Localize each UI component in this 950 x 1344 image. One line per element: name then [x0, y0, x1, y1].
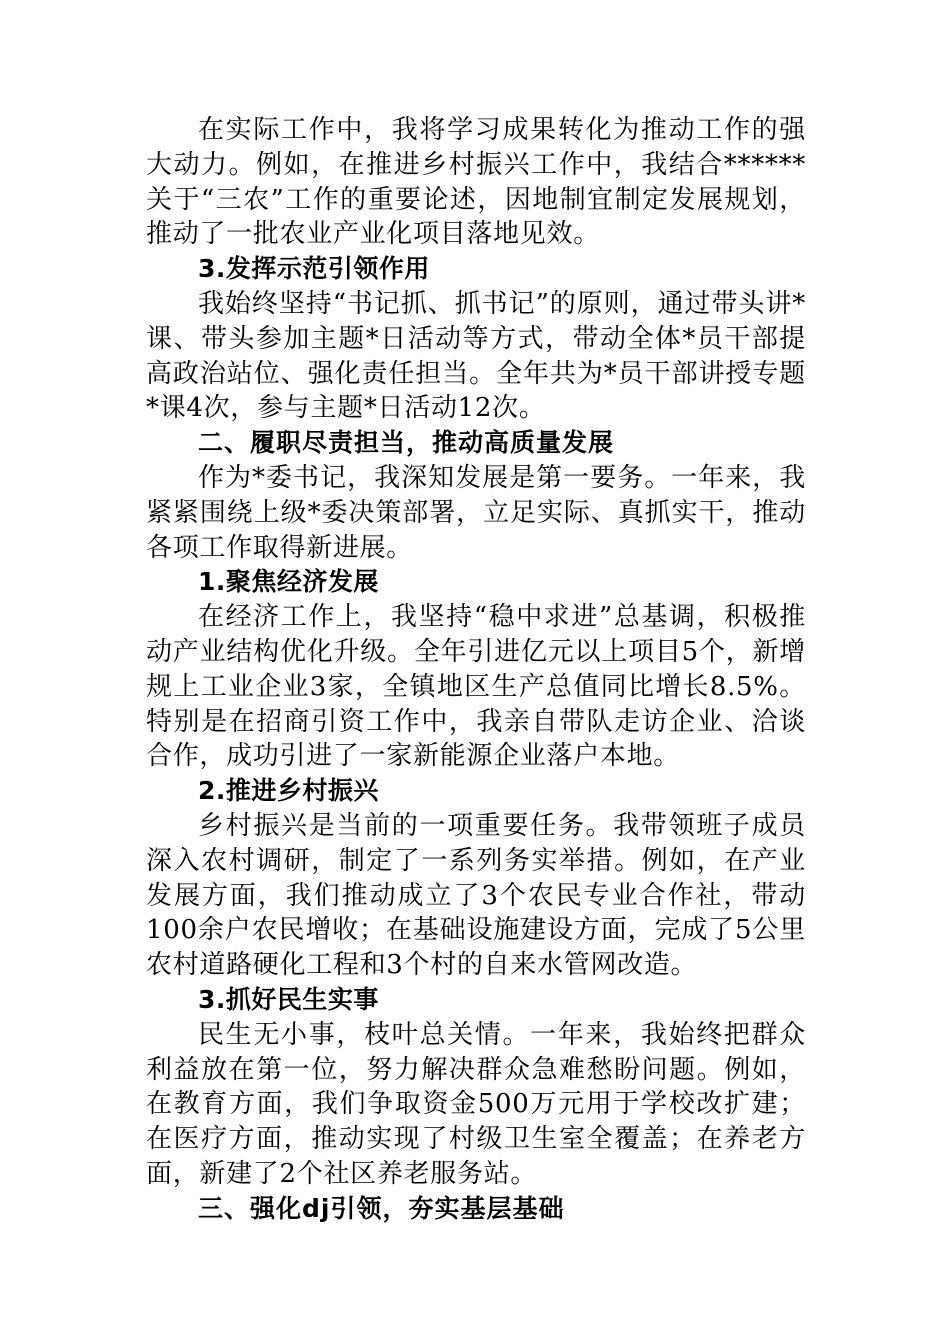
subheading-exemplary-leadership: 3.发挥示范引领作用	[198, 254, 430, 284]
section-heading-duty: 二、履职尽责担当，推动高质量发展	[198, 428, 615, 458]
subheading-economy: 1.聚焦经济发展	[198, 567, 379, 597]
paragraph-rural-revitalization: 乡村振兴是当前的一项重要任务。我带领班子成员深入农村调研，制定了一系列务实举措。例如，在产业发展方面，我们推动成立了3个农民专业合作社，带动100余户农民增收；在基础设施建设方面，完成了5公里农村道路硬化工程和3个村的自来水管网改造。	[146, 810, 806, 981]
paragraph-livelihood: 民生无小事，枝叶总关情。一年来，我始终把群众利益放在第一位，努力解决群众急难愁盼问题。例如，在教育方面，我们争取资金500万元用于学校改扩建；在医疗方面，推动实现了村级卫生室全覆盖；在养老方面，新建了2个社区养老服务站。	[146, 1019, 806, 1189]
subheading-rural-revitalization: 2.推进乡村振兴	[198, 776, 379, 806]
paragraph-duty-intro: 作为*委书记，我深知发展是第一要务。一年来，我紧紧围绕上级*委决策部署，立足实际、真抓实干，推动各项工作取得新进展。	[146, 462, 806, 563]
paragraph-exemplary-leadership: 我始终坚持“书记抓、抓书记”的原则，通过带头讲*课、带头参加主题*日活动等方式，带动全体*员干部提高政治站位、强化责任担当。全年共为*员干部讲授专题*课4次，参与主题*日活动12次。	[146, 288, 806, 424]
section-heading-grassroots: 三、强化dj引领，夯实基层基础	[198, 1193, 565, 1223]
document-body	[146, 113, 806, 1227]
paragraph-economy: 在经济工作上，我坚持“稳中求进”总基调，积极推动产业结构优化升级。全年引进亿元以上项目5个，新增规上工业企业3家，全镇地区生产总值同比增长8.5%。特别是在招商引资工作中，我亲自带队走访企业、洽谈合作，成功引进了一家新能源企业落户本地。	[146, 602, 806, 772]
subheading-livelihood: 3.抓好民生实事	[198, 984, 379, 1014]
paragraph-learning-outcomes: 在实际工作中，我将学习成果转化为推动工作的强大动力。例如，在推进乡村振兴工作中，我结合******关于“三农”工作的重要论述，因地制宜制定发展规划，推动了一批农业产业化项目落地见效。	[146, 115, 806, 250]
